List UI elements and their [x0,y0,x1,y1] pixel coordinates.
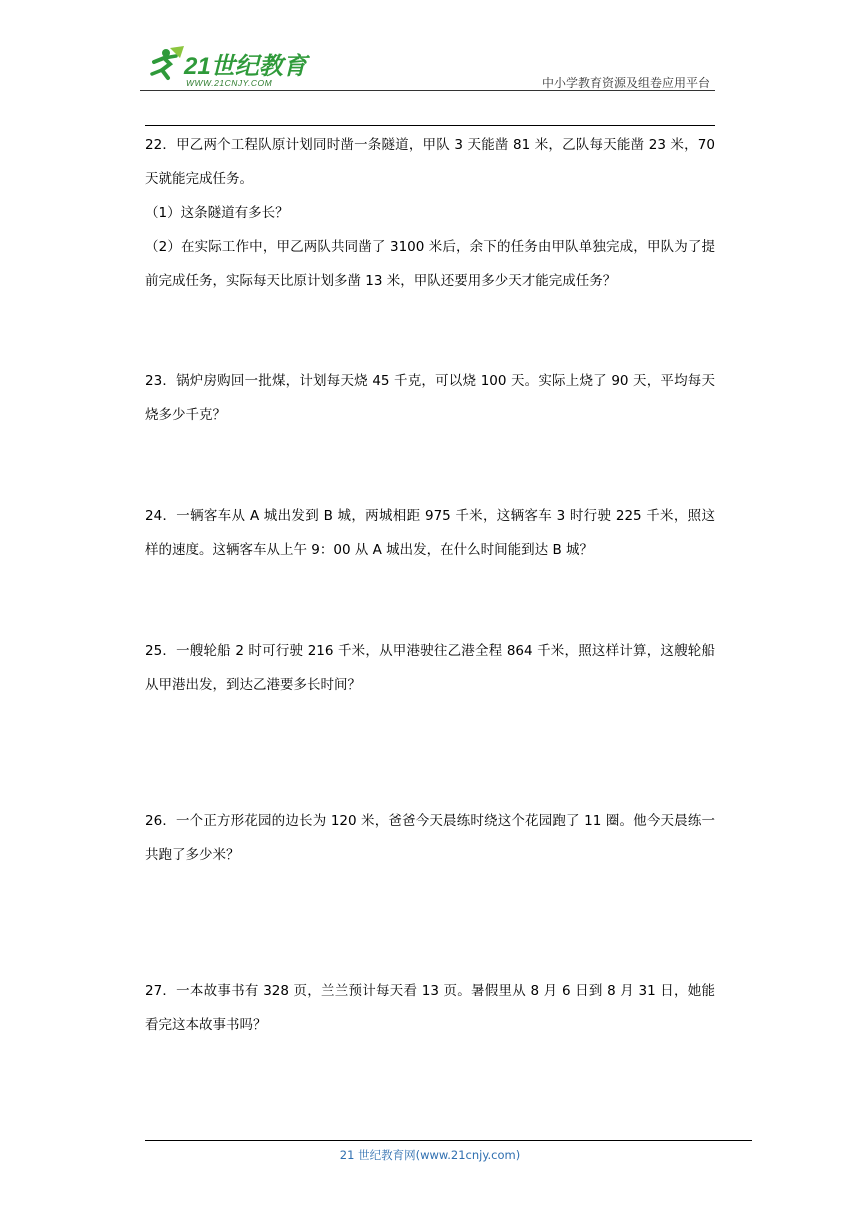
logo-text: 21世纪教育 [184,53,307,80]
question-22-part-2: （2）在实际工作中，甲乙两队共同凿了 3100 米后，余下的任务由甲队单独完成，甲队为了提前完成任务，实际每天比原计划多凿 13 米，甲队还要用多少天才能完成任务？ [145,239,715,289]
question-22-part-1: （1）这条隧道有多长？ [145,205,289,221]
content-top-divider [145,125,715,126]
question-24-text: 24．一辆客车从 A 城出发到 B 城，两城相距 975 千米，这辆客车 3 时行驶 225 千米，照这样的速度。这辆客车从上午 9：00 从 A 城出发，在什么时间能到达 B 城？ [145,508,715,558]
question-22-stem: 22．甲乙两个工程队原计划同时凿一条隧道，甲队 3 天能凿 81 米，乙队每天能凿 23 米，70 天就能完成任务。 [145,137,715,187]
question-27 [145,974,715,1042]
header-platform-text: 中小学教育资源及组卷应用平台 [541,76,710,90]
question-22 [145,128,715,298]
question-25-text: 25．一艘轮船 2 时可行驶 216 千米，从甲港驶往乙港全程 864 千米，照这样计算，这艘轮船从甲港出发，到达乙港要多长时间？ [145,643,715,693]
question-23-text: 23．锅炉房购回一批煤，计划每天烧 45 千克，可以烧 100 天。实际上烧了 90 天，平均每天烧多少千克？ [145,373,715,423]
logo-url: WWW.21CNJY.COM [186,78,273,88]
header-divider [140,90,715,91]
footer-divider [145,1140,752,1141]
question-27-text: 27．一本故事书有 328 页，兰兰预计每天看 13 页。暑假里从 8 月 6 日到 8 月 31 日，她能看完这本故事书吗？ [145,983,715,1033]
question-25 [145,634,715,702]
question-24 [145,499,715,567]
question-26-text: 26．一个正方形花园的边长为 120 米，爸爸今天晨练时绕这个花园跑了 11 圈。他今天晨练一共跑了多少米？ [145,813,715,863]
footer-site-link[interactable]: 21 世纪教育网(www.21cnjy.com) [339,1148,521,1162]
question-26 [145,804,715,872]
question-23 [145,364,715,432]
